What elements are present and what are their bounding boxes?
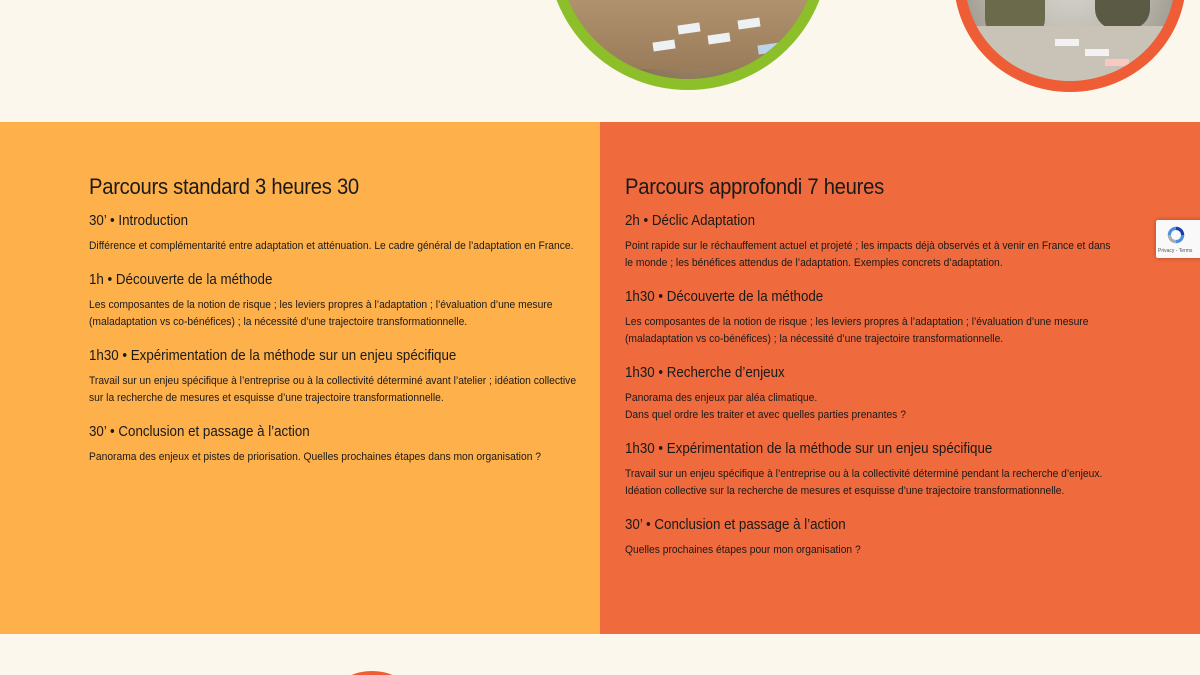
step-description [625,314,1122,348]
step-item [625,515,1115,559]
step-item [625,363,1115,424]
standard-course-panel [0,122,600,634]
step-item [625,287,1115,348]
step-description-line: (maladaptation vs co-bénéfices) ; la nécessité d’une trajectoire transformationnelle. [625,333,1004,345]
step-item [89,346,589,407]
step-item [625,439,1115,500]
step-description-line: Panorama des enjeux par aléa climatique. [625,392,818,404]
step-description-line: Différence et complémentarité entre adaptation et atténuation. Le cadre général de l’adaptation en France. [89,240,574,252]
step-description-line: sur la recherche de mesures et esquisse d’une trajectoire transformationnelle. [89,392,444,404]
step-title: 30’ • Conclusion et passage à l’action [625,517,846,533]
step-description [89,373,586,407]
step-description [625,390,1122,424]
step-title: 30’ • Introduction [89,213,189,229]
step-description [89,297,586,331]
step-description [625,542,1122,559]
step-description-line: Quelles prochaines étapes pour mon organisation ? [625,544,861,556]
step-title: 1h30 • Découverte de la méthode [625,289,824,305]
photo-card [1055,39,1079,46]
workshop-photo-red [954,0,1186,92]
step-item [89,422,589,466]
step-description [625,238,1122,272]
step-description-line: Travail sur un enjeu spécifique à l’entreprise ou à la collectivité déterminé avant l’atelier ; idéation collective [89,375,577,387]
recaptcha-badge[interactable] [1156,220,1200,258]
step-description-line: Les composantes de la notion de risque ; les leviers propres à l’adaptation ; l’évaluation d’une mesure [625,316,1089,328]
extended-course-title: Parcours approfondi 7 heures [625,174,884,199]
step-title: 1h30 • Expérimentation de la méthode sur un enjeu spécifique [625,441,993,457]
step-title: 2h • Déclic Adaptation [625,213,756,229]
recaptcha-terms-link[interactable]: Privacy - Terms [1158,248,1193,254]
step-description-line: Panorama des enjeux et pistes de priorisation. Quelles prochaines étapes dans mon organisation ? [89,451,542,463]
step-description [89,238,586,255]
step-item [625,211,1115,272]
extended-course-panel [600,122,1200,634]
step-description-line: Travail sur un enjeu spécifique à l’entreprise ou à la collectivité déterminé pendant la recherche d’enjeux. [625,468,1103,480]
photo-table [568,0,808,69]
step-description-line: Les composantes de la notion de risque ; les leviers propres à l’adaptation ; l’évaluation d’une mesure [89,299,553,311]
extended-course-content [625,172,1115,574]
step-description-line: Point rapide sur le réchauffement actuel et projeté ; les impacts déjà observés et à venir en France et dans [625,240,1111,252]
photo-person [1095,0,1150,29]
standard-course-title: Parcours standard 3 heures 30 [89,174,359,199]
next-section-photo-edge [338,671,406,675]
step-description-line: (maladaptation vs co-bénéfices) ; la nécessité d’une trajectoire transformationnelle. [89,316,468,328]
standard-course-content [89,172,589,481]
step-description [625,466,1122,500]
step-title: 30’ • Conclusion et passage à l’action [89,424,310,440]
step-description-line: le monde ; les bénéfices attendus de l’adaptation. Exemples concrets d’adaptation. [625,257,1003,269]
step-item [89,270,589,331]
step-item [89,211,589,255]
photo-table [965,26,1175,81]
step-description-line: Dans quel ordre les traiter et avec quelles parties prenantes ? [625,409,906,421]
step-title: 1h30 • Expérimentation de la méthode sur un enjeu spécifique [89,348,457,364]
step-description-line: Idéation collective sur la recherche de mesures et esquisse d’une trajectoire transformationnelle. [625,485,1065,497]
recaptcha-icon [1165,224,1187,246]
workshop-photo-green [547,0,829,90]
photo-card [1085,49,1109,56]
step-title: 1h30 • Recherche d’enjeux [625,365,785,381]
step-title: 1h • Découverte de la méthode [89,272,273,288]
step-description [89,449,586,466]
photo-card [1105,59,1129,66]
